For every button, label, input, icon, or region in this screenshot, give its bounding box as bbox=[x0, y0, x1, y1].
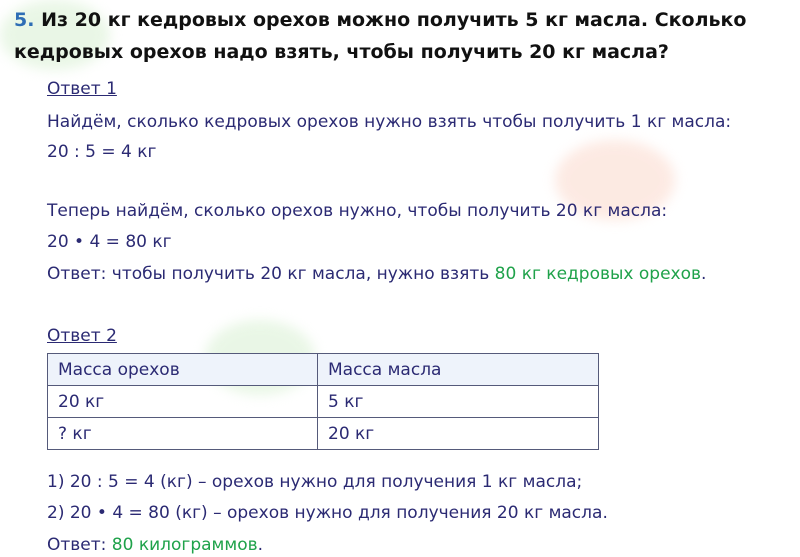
answer1-result bbox=[47, 264, 706, 284]
answer1-calc2: 20 • 4 = 80 кг bbox=[47, 232, 172, 252]
answer1-step2: Теперь найдём, сколько орехов нужно, чтобы получить 20 кг масла: bbox=[47, 201, 668, 221]
answer2-line2: 2) 20 • 4 = 80 (кг) – орехов нужно для получения 20 кг масла. bbox=[47, 503, 608, 523]
table-cell: 20 кг bbox=[48, 386, 318, 418]
problem-text: Из 20 кг кедровых орехов можно получить 5 кг масла. Сколько кедровых орехов надо взять, чтобы получить 20 кг масла? bbox=[14, 9, 747, 63]
table-cell: 20 кг bbox=[318, 418, 599, 450]
problem-statement bbox=[14, 4, 794, 68]
answer1-result-suffix: . bbox=[701, 264, 707, 284]
problem-number: 5. bbox=[14, 9, 35, 31]
answer2-heading: Ответ 2 bbox=[47, 326, 117, 346]
answer2-line1: 1) 20 : 5 = 4 (кг) – орехов нужно для получения 1 кг масла; bbox=[47, 472, 583, 492]
table-header-cell: Масса орехов bbox=[48, 354, 318, 386]
answer2-result-suffix: . bbox=[257, 535, 264, 555]
table-row bbox=[48, 386, 599, 418]
mass-table bbox=[47, 353, 599, 450]
answer1-calc1: 20 : 5 = 4 кг bbox=[47, 142, 157, 162]
answer1-result-prefix: Ответ: чтобы получить 20 кг масла, нужно взять bbox=[47, 264, 495, 284]
table-cell: ? кг bbox=[48, 418, 318, 450]
answer1-result-value: 80 кг кедровых орехов bbox=[494, 264, 702, 284]
answer2-result-value: 80 килограммов bbox=[111, 535, 258, 555]
table-header-row bbox=[48, 354, 599, 386]
answer2-result-prefix: Ответ: bbox=[47, 535, 112, 555]
answer1-heading: Ответ 1 bbox=[47, 79, 117, 99]
table-cell: 5 кг bbox=[318, 386, 599, 418]
table-header-cell: Масса масла bbox=[318, 354, 599, 386]
table-row bbox=[48, 418, 599, 450]
answer2-result bbox=[47, 535, 263, 555]
answer1-step1: Найдём, сколько кедровых орехов нужно взять чтобы получить 1 кг масла: bbox=[47, 112, 732, 132]
